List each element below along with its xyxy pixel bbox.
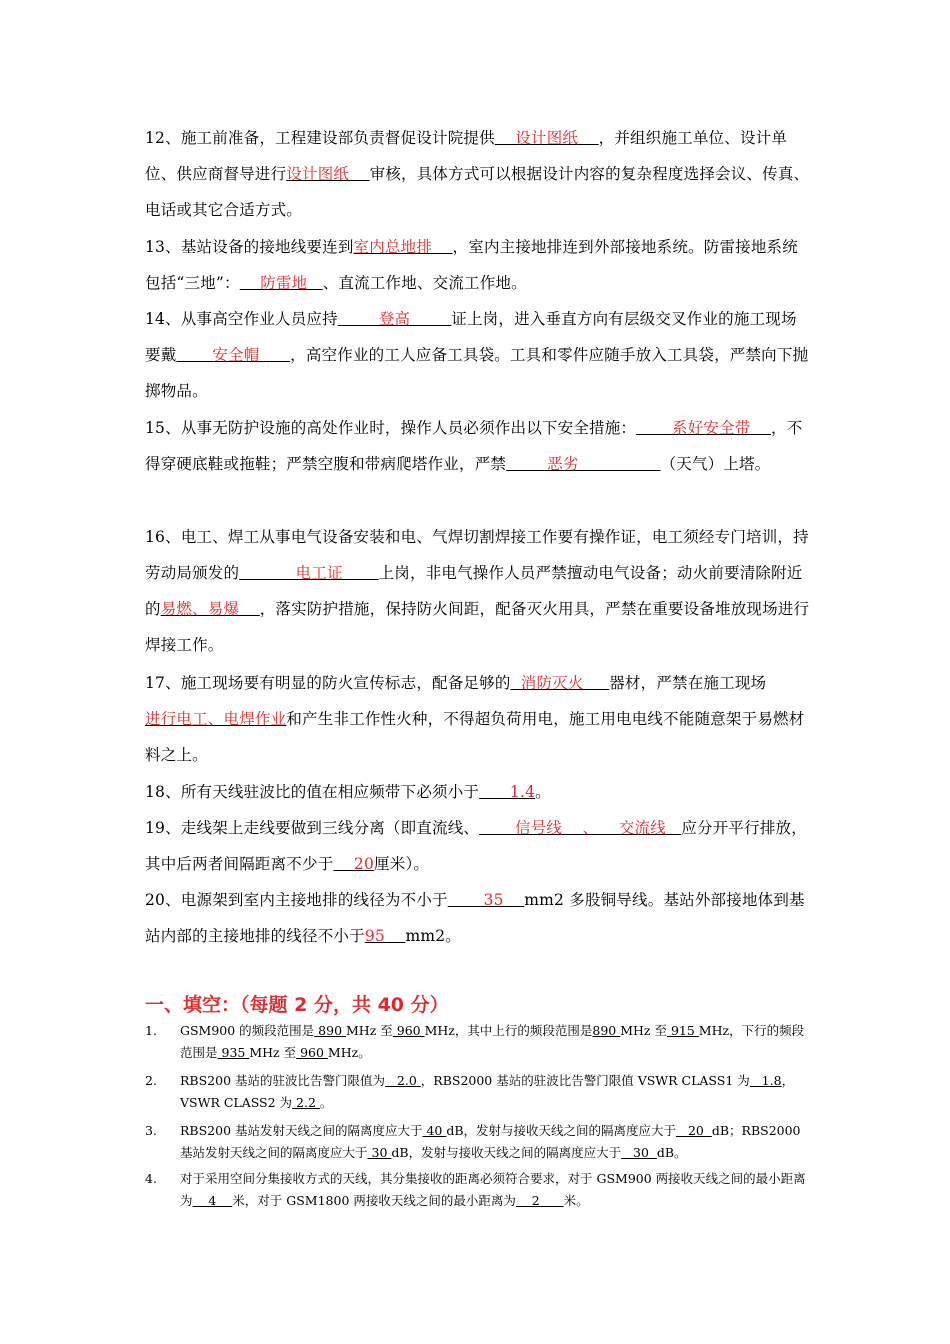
answer-blank: 室内总地排 xyxy=(353,238,453,256)
list-item xyxy=(145,1020,810,1064)
question-12 xyxy=(145,120,810,228)
question-15 xyxy=(145,410,810,482)
question-text: ，高空作业的工人应备工具袋。工具和零件应随手放入工具袋，严禁向下抛掷物品。 xyxy=(145,346,809,400)
item-text: 对于采用空间分集接收方式的天线，其分集接收的距离必须符合要求，对于 GSM900 两接收天线之间的最小距离为 4 米，对于 GSM1800 两接收天线之间的最小距离为 2 米。 xyxy=(180,1171,806,1208)
answer-blank: 交流线 xyxy=(598,819,682,837)
question-text: 、直流工作地、交流工作地。 xyxy=(322,274,527,292)
list-item xyxy=(145,1120,810,1164)
answer-blank-tail xyxy=(751,419,772,437)
answer-blank: 易燃、易爆 xyxy=(160,600,260,618)
answer-blank: 信号线 xyxy=(479,819,583,837)
question-text: （天气）上塔。 xyxy=(660,455,771,473)
question-text: 17、施工现场要有明显的防火宣传标志，配备足够的 xyxy=(145,674,511,692)
question-text: 20、电源架到室内主接地排的线径为不小于 xyxy=(145,891,448,909)
question-20 xyxy=(145,882,810,954)
item-number: 3. xyxy=(145,1123,157,1138)
question-text: 18、所有天线驻波比的值在相应频带下必须小于 xyxy=(145,783,480,801)
question-text: 19、走线架上走线要做到三线分离（即直流线、 xyxy=(145,819,480,837)
list-item xyxy=(145,1168,810,1212)
list-item xyxy=(145,1070,810,1114)
answer-blank: 设计图纸 xyxy=(494,129,599,147)
question-13 xyxy=(145,229,810,301)
question-text: 厘米）。 xyxy=(374,855,430,873)
question-text: mm2。 xyxy=(405,927,462,945)
answer-blank-tail xyxy=(640,455,661,473)
answer-separator: 、 xyxy=(582,819,599,837)
question-text: 15、从事无防护设施的高处作业时，操作人员必须作出以下安全措施： xyxy=(145,419,637,437)
answer-blank: 进行电工、电焊作业 xyxy=(145,710,287,728)
question-text: 审核，具体方式可以根据设计内容的复杂程度选择会议、传真、电话或其它合适方式。 xyxy=(145,165,810,219)
answer-blank: 95 xyxy=(364,927,406,945)
question-text: ，落实防护措施，保持防火间距，配备灭火用具，严禁在重要设备堆放现场进行焊接工作。 xyxy=(145,600,810,654)
question-19 xyxy=(145,810,810,882)
question-text: 和产生非工作性火种，不得超负荷用电，施工用电电线不能随意架于易燃材料之上。 xyxy=(145,710,805,764)
question-text: 上岗，非电气操作人员严禁擅动电气设备；动火前要清除附近的 xyxy=(145,564,803,618)
answer-blank: 设计图纸 xyxy=(286,165,370,183)
answer-blank: 安全帽 xyxy=(176,346,291,364)
item-text: GSM900 的频段范围是 890 MHz 至 960 MHz，其中上行的频段范围是890 MHz 至 915 MHz，下行的频段范围是 935 MHz 至 960 MHz。 xyxy=(180,1023,805,1060)
question-text: 13、基站设备的接地线要连到 xyxy=(145,238,354,256)
question-18 xyxy=(145,774,810,810)
answer-blank: 1.4 xyxy=(479,783,536,801)
question-text: ，不得穿硬底鞋或拖鞋；严禁空腹和带病爬塔作业，严禁 xyxy=(145,419,803,473)
question-14 xyxy=(145,301,810,409)
answer-blank: 恶劣 xyxy=(506,455,641,473)
question-text: 16、电工、焊工从事电气设备安装和电、气焊切割焊接工作要有操作证，电工须经专门培训，持劳动局颁发的 xyxy=(145,528,809,582)
answer-blank: 登高 xyxy=(337,310,452,328)
item-number: 4. xyxy=(145,1171,157,1186)
question-17 xyxy=(145,665,810,773)
question-text: 12、施工前准备，工程建设部负责督促设计院提供 xyxy=(145,129,495,147)
answer-blank: 消防灭火 xyxy=(510,674,610,692)
answer-blank: 系好安全带 xyxy=(636,419,751,437)
question-text: 14、从事高空作业人员应持 xyxy=(145,310,338,328)
answer-blank: 20 xyxy=(333,855,375,873)
question-text: 。 xyxy=(535,783,551,801)
question-16 xyxy=(145,519,810,663)
question-text: ，室内主接地排连到外部接地系统。防雷接地系统包括“三地”： xyxy=(145,238,798,292)
item-number: 2. xyxy=(145,1073,157,1088)
answer-blank: 防雷地 xyxy=(239,274,323,292)
question-text: 应分开平行排放，其中后两者间隔距离不少于 xyxy=(145,819,807,873)
question-text: ，并组织施工单位、设计单位、供应商督导进行 xyxy=(145,129,788,183)
item-text: RBS200 基站发射天线之间的隔离度应大于 40 dB，发射与接收天线之间的隔离度应大于 20 dB；RBS2000 基站发射天线之间的隔离度应大于 30 dB，发射与接收天线之间的隔离度应大于 30 dB。 xyxy=(180,1123,801,1160)
question-text: 证上岗，进入垂直方向有层级交叉作业的施工现场要戴 xyxy=(145,310,797,364)
section-title: 一、填空：（每题 2 分，共 40 分） xyxy=(145,994,449,1016)
question-text: 器材，严禁在施工现场 xyxy=(609,674,767,692)
answer-blank: 35 xyxy=(447,891,525,909)
answer-blank: 电工证 xyxy=(239,564,379,582)
item-text: RBS200 基站的驻波比告警门限值为 2.0 ，RBS2000 基站的驻波比告警门限值 VSWR CLASS1 为 1.8，VSWR CLASS2 为 2.2 。 xyxy=(180,1073,795,1110)
item-number: 1. xyxy=(145,1023,157,1038)
question-text: mm2 多股铜导线。基站外部接地体到基站内部的主接地排的线径不小于 xyxy=(145,891,805,945)
